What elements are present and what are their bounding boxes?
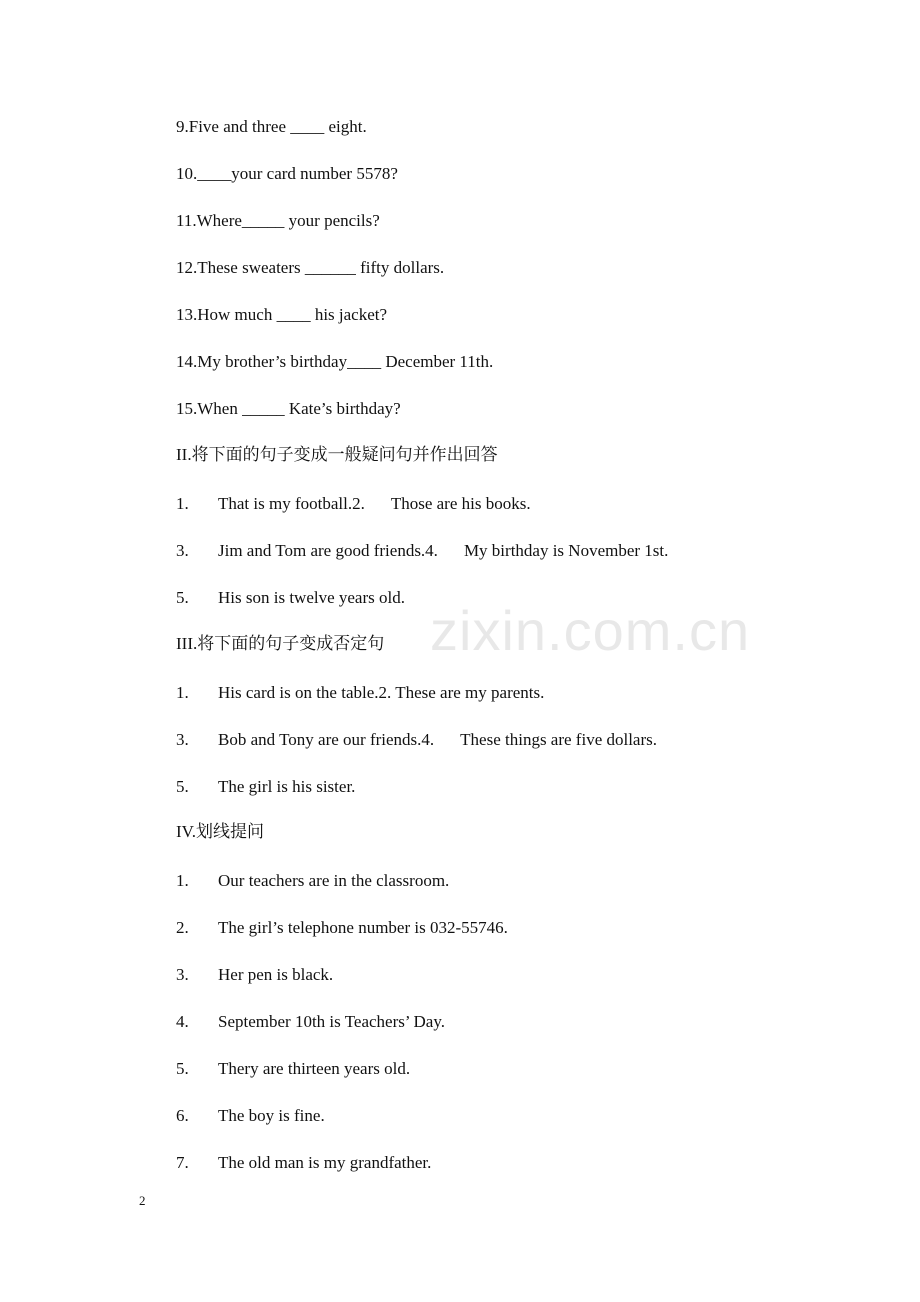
item-number: 2. <box>176 918 189 937</box>
section-heading-2: II.将下面的句子变成一般疑问句并作出回答 <box>176 445 498 464</box>
list-item <box>176 965 333 985</box>
question-10: 10.____your card number 5578? <box>176 164 398 183</box>
list-item <box>176 871 449 891</box>
item-text: His card is on the table.2. These are my parents. <box>218 683 545 702</box>
watermark: zixin.com.cn <box>430 599 751 662</box>
item-number: 3. <box>176 730 189 749</box>
item-number: 1. <box>176 494 189 513</box>
item-number: 5. <box>176 777 189 796</box>
item-text: Those are his books. <box>390 494 531 513</box>
item-text: Our teachers are in the classroom. <box>218 871 450 890</box>
item-text: My birthday is November 1st. <box>463 541 669 560</box>
item-text: September 10th is Teachers’ Day. <box>218 1012 445 1031</box>
item-number: 1. <box>176 683 189 702</box>
list-item <box>176 494 531 514</box>
list-item <box>176 1059 410 1079</box>
list-item <box>176 1106 325 1126</box>
section-heading-3: III.将下面的句子变成否定句 <box>176 634 385 653</box>
question-9: 9.Five and three ____ eight. <box>176 117 367 136</box>
item-text: The girl is his sister. <box>218 777 356 796</box>
page-number: 2 <box>139 1193 146 1208</box>
question-11: 11.Where_____ your pencils? <box>176 211 380 230</box>
item-text: Her pen is black. <box>218 965 334 984</box>
item-text: Bob and Tony are our friends.4. <box>218 730 435 749</box>
item-number: 6. <box>176 1106 189 1125</box>
question-12: 12.These sweaters ______ fifty dollars. <box>176 258 445 277</box>
item-text: The girl’s telephone number is 032-55746. <box>218 918 508 937</box>
list-item <box>176 1153 431 1173</box>
item-text: That is my football.2. <box>218 494 365 513</box>
question-15: 15.When _____ Kate’s birthday? <box>176 399 401 418</box>
item-text: The boy is fine. <box>218 1106 325 1125</box>
list-item <box>176 777 355 797</box>
list-item <box>176 541 668 561</box>
question-14: 14.My brother’s birthday____ December 11th. <box>176 352 494 371</box>
item-number: 5. <box>176 1059 189 1078</box>
item-text: Thery are thirteen years old. <box>218 1059 411 1078</box>
section-heading-4: IV.划线提问 <box>176 822 264 841</box>
item-number: 3. <box>176 965 189 984</box>
list-item <box>176 588 405 608</box>
list-item <box>176 918 508 938</box>
item-text: His son is twelve years old. <box>218 588 405 607</box>
question-13: 13.How much ____ his jacket? <box>176 305 388 324</box>
item-number: 4. <box>176 1012 189 1031</box>
item-number: 1. <box>176 871 189 890</box>
item-text: These things are five dollars. <box>460 730 658 749</box>
item-number: 7. <box>176 1153 189 1172</box>
list-item <box>176 683 544 703</box>
item-number: 5. <box>176 588 189 607</box>
list-item <box>176 730 657 750</box>
item-text: The old man is my grandfather. <box>218 1153 432 1172</box>
item-number: 3. <box>176 541 189 560</box>
list-item <box>176 1012 445 1032</box>
item-text: Jim and Tom are good friends.4. <box>218 541 438 560</box>
